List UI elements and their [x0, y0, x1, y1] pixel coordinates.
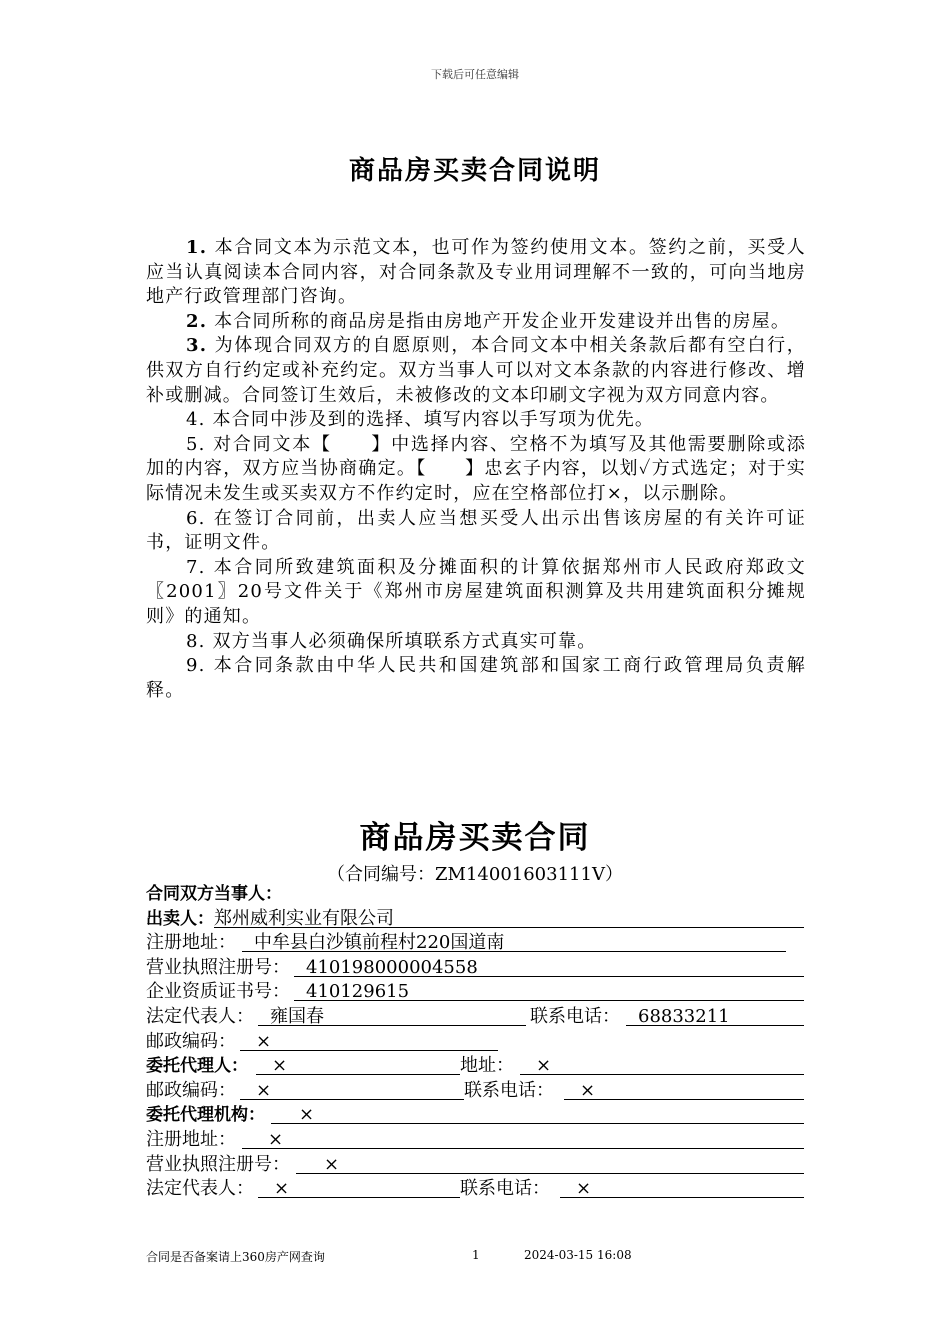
phone-field[interactable]: 68833211 [626, 1005, 804, 1026]
reg-address-row [146, 931, 804, 956]
agent-row [146, 1054, 804, 1079]
seller-name-field[interactable]: 郑州威利实业有限公司 [214, 907, 804, 928]
phone-label: 联系电话： [530, 1005, 620, 1027]
reg-address-label: 注册地址： [146, 932, 236, 954]
agent-postcode-label: 邮政编码： [146, 1079, 236, 1101]
postcode-row [146, 1030, 804, 1055]
agent-postcode-field[interactable]: × [240, 1079, 464, 1100]
seller-label: 出卖人： [146, 908, 214, 929]
agency-row [146, 1103, 804, 1128]
agent-phone-label: 联系电话： [464, 1079, 554, 1101]
agent-address-field[interactable]: × [520, 1054, 804, 1075]
item-text: 本合同条款由中华人民共和国建筑部和国家工商行政管理局负责解释。 [146, 655, 806, 701]
item-text: 本合同所称的商品房是指由房地产开发企业开发建设并出售的房屋。 [214, 310, 791, 332]
agency-reg-address-row [146, 1128, 804, 1153]
footer-note: 合同是否备案请上360房产网查询 [146, 1250, 325, 1264]
page-number: 1 [472, 1248, 480, 1262]
item-text: 双方当事人必须确保所填联系方式真实可靠。 [212, 630, 597, 652]
item-number: 5. [186, 433, 206, 455]
qualification-field[interactable]: 410129615 [294, 980, 804, 1001]
agency-license-row [146, 1153, 804, 1178]
postcode-field[interactable]: × [240, 1030, 498, 1051]
instruction-item [146, 654, 806, 703]
item-number: 3. [186, 335, 208, 357]
agency-field[interactable]: × [271, 1103, 804, 1124]
agency-reg-address-label: 注册地址： [146, 1128, 236, 1150]
item-number: 4. [186, 409, 206, 431]
agency-license-field[interactable]: × [296, 1153, 804, 1174]
agency-legal-rep-field[interactable]: × [258, 1177, 460, 1198]
item-number: 7. [186, 556, 206, 578]
agency-license-label: 营业执照注册号： [146, 1153, 290, 1175]
instruction-item [146, 556, 806, 630]
item-number: 9. [186, 655, 206, 677]
instruction-item [146, 236, 806, 310]
explanation-title: 商品房买卖合同说明 [348, 156, 601, 186]
agency-legal-rep-row [146, 1177, 804, 1202]
instructions-list [146, 236, 806, 703]
license-label: 营业执照注册号： [146, 956, 290, 978]
header-note: 下载后可任意编辑 [431, 68, 519, 81]
footer-datetime: 2024-03-15 16:08 [524, 1248, 632, 1262]
contract-number: （合同编号：ZM14001603111V） [327, 864, 623, 885]
qualification-row [146, 980, 804, 1005]
item-number: 1. [186, 237, 208, 258]
item-text: 在签订合同前，出卖人应当想买受人出示出售该房屋的有关许可证书，证明文件。 [146, 507, 806, 554]
legal-rep-row [146, 1005, 804, 1030]
agent-field[interactable]: × [256, 1054, 460, 1075]
agent-postcode-row [146, 1079, 804, 1104]
reg-address-field[interactable]: 中牟县白沙镇前程村220国道南 [242, 931, 786, 952]
item-text: 本合同文本为示范文本，也可作为签约使用文本。签约之前，买受人应当认真阅读本合同内容，对合同条款及专业用词理解不一致的，可向当地房地产行政管理部门咨询。 [146, 237, 806, 308]
agency-phone-label: 联系电话： [460, 1178, 550, 1200]
agency-legal-rep-label: 法定代表人： [146, 1178, 254, 1200]
item-number: 6. [186, 507, 206, 529]
item-text: 对合同文本【 】中选择内容、空格不为填写及其他需要删除或添加的内容，双方应当协商确定。【 】忠玄子内容，以划✓方式选定；对于实际情况未发生或买卖双方不作约定时，应在空格部位打×，以示删除。 [146, 433, 807, 504]
instruction-item [146, 507, 806, 556]
seller-row [146, 907, 804, 932]
parties-label: 合同双方当事人： [146, 884, 282, 904]
postcode-label: 邮政编码： [146, 1030, 236, 1052]
item-text: 本合同所致建筑面积及分摊面积的计算依据郑州市人民政府郑政文〖2001〗20号文件关于《郑州市房屋建筑面积测算及共用建筑面积分摊规则》的通知。 [146, 556, 806, 627]
qualification-label: 企业资质证书号： [146, 981, 290, 1003]
instruction-item [146, 310, 806, 335]
item-number: 8. [186, 630, 206, 652]
parties-form [146, 882, 804, 1202]
agent-address-label: 地址： [460, 1055, 514, 1077]
instruction-item [146, 433, 806, 507]
agency-reg-address-field[interactable]: × [242, 1128, 804, 1149]
instruction-item [146, 630, 806, 655]
item-number: 2. [186, 310, 208, 332]
item-text: 为体现合同双方的自愿原则，本合同文本中相关条款后都有空白行，供双方自行约定或补充约定。双方当事人可以对文本条款的内容进行修改、增补或删减。合同签订生效后，未被修改的文本印刷文字视为双方同意内容。 [146, 335, 806, 406]
license-field[interactable]: 410198000004558 [294, 956, 804, 977]
agent-label: 委托代理人： [146, 1056, 248, 1077]
parties-heading-row [146, 882, 804, 907]
legal-rep-label: 法定代表人： [146, 1005, 254, 1027]
item-text: 本合同中涉及到的选择、填写内容以手写项为优先。 [212, 409, 655, 431]
agency-label: 委托代理机构： [146, 1105, 265, 1126]
contract-title: 商品房买卖合同 [359, 820, 591, 856]
instruction-item [146, 408, 806, 433]
license-row [146, 956, 804, 981]
agent-phone-field[interactable]: × [564, 1079, 804, 1100]
agency-phone-field[interactable]: × [560, 1177, 804, 1198]
legal-rep-field[interactable]: 雍国春 [258, 1005, 526, 1026]
instruction-item [146, 334, 806, 408]
